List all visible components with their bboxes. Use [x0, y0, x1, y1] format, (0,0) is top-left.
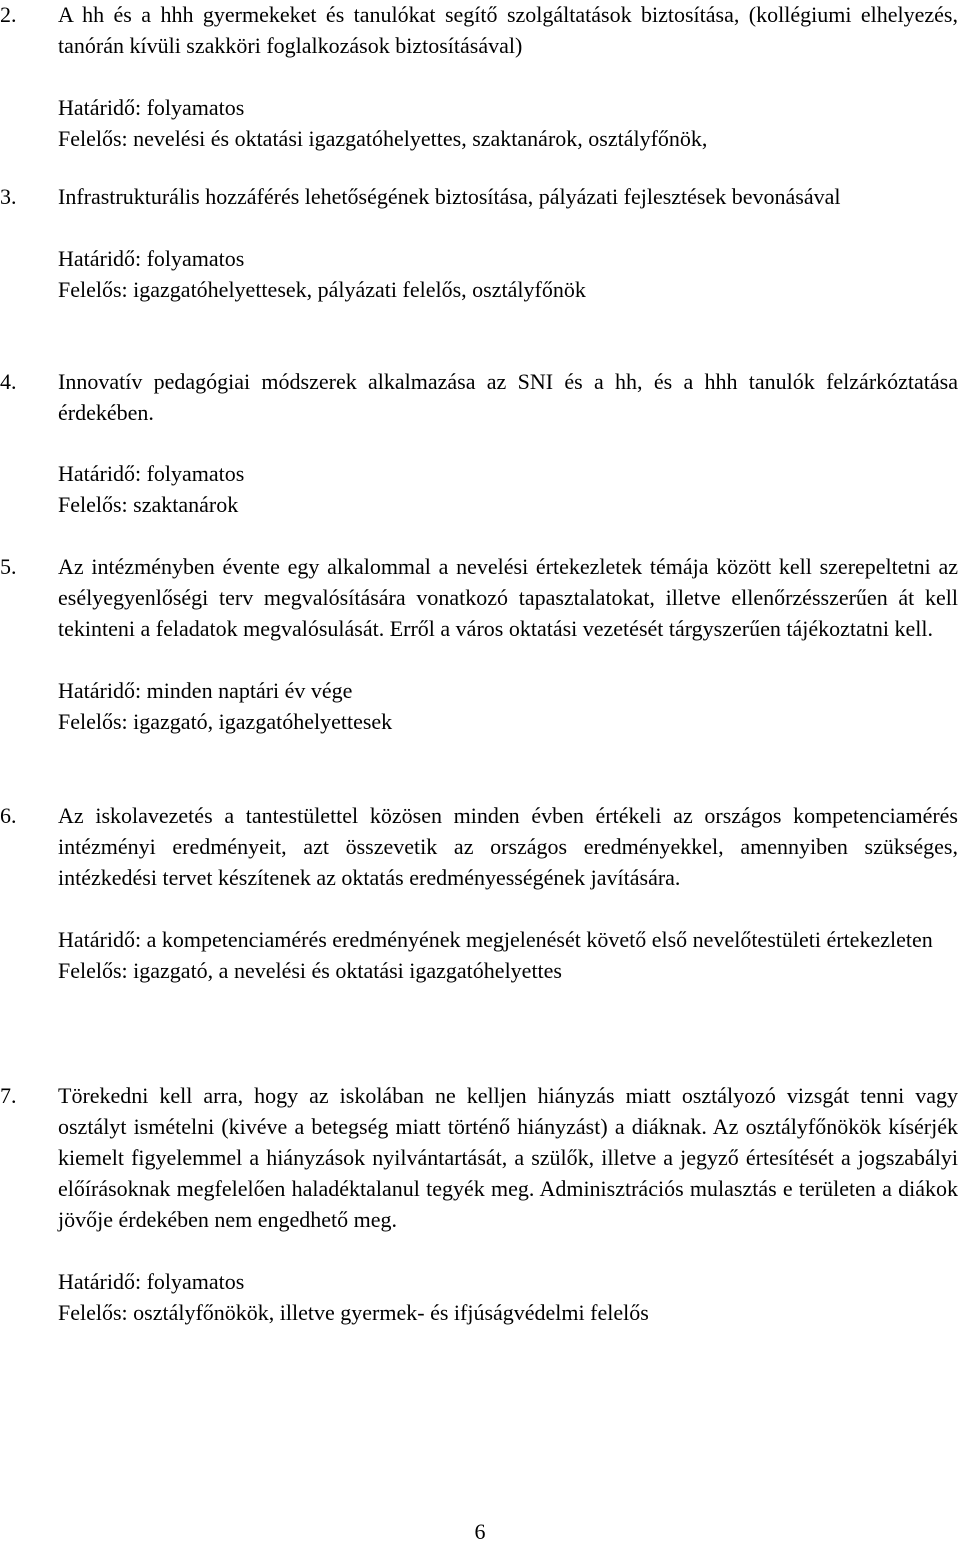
list-item: [0, 1080, 958, 1328]
item-number: 7.: [0, 1083, 17, 1108]
item-number: 4.: [0, 369, 17, 394]
list-item: [0, 0, 958, 154]
item-text: Az iskolavezetés a tantestülettel közösen minden évben értékeli az országos kompetenciamérés intézményi eredményeit, azt összevetik az országos eredményekkel, amennyiben szükséges, intézkedési tervet készítenek az oktatás eredményességének javítására.: [58, 803, 958, 890]
list-item: [0, 181, 958, 305]
list-item: [0, 551, 958, 737]
responsible-line: Felelős: igazgató, igazgatóhelyettesek: [58, 709, 393, 734]
list-item: [0, 800, 958, 986]
deadline-line: Határidő: folyamatos: [58, 461, 245, 486]
deadline-line: Határidő: a kompetenciamérés eredményének megjelenését követő első nevelőtestületi értekezleten: [58, 927, 933, 952]
item-number: 2.: [0, 2, 17, 27]
item-text: A hh és a hhh gyermekeket és tanulókat segítő szolgáltatások biztosítása, (kollégiumi elhelyezés, tanórán kívüli szakköri foglalkozások biztosításával): [58, 2, 958, 58]
item-number: 3.: [0, 184, 17, 209]
deadline-line: Határidő: folyamatos: [58, 95, 245, 120]
item-text: Infrastrukturális hozzáférés lehetőségének biztosítása, pályázati fejlesztések bevonásával: [58, 184, 841, 209]
responsible-line: Felelős: nevelési és oktatási igazgatóhelyettes, szaktanárok, osztályfőnök,: [58, 126, 708, 151]
responsible-line: Felelős: igazgató, a nevelési és oktatási igazgatóhelyettes: [58, 958, 562, 983]
responsible-line: Felelős: szaktanárok: [58, 492, 239, 517]
item-text: Törekedni kell arra, hogy az iskolában ne kelljen hiányzás miatt osztályozó vizsgát tenni vagy osztályt ismételni (kivéve a betegség miatt történő hiányzást) a diáknak. Az osztályfőnökök kísérjék kiemelt figyelemmel a hiányzások nyilvántartását, a szülők, illetve a jegyző értesítését a jogszabályi előírásoknak megfelelően haladéktalanul tegyék meg. Adminisztrációs mulasztás e területen a diákok jövője érdekében nem engedhető meg.: [58, 1083, 958, 1232]
responsible-line: Felelős: osztályfőnökök, illetve gyermek- és ifjúságvédelmi felelős: [58, 1300, 649, 1325]
item-text: Az intézményben évente egy alkalommal a nevelési értekezletek témája között kell szerepeltetni az esélyegyenlőségi terv megvalósítására vonatkozó tapasztalatokat, illetve ellenőrzésszerűen át kell tekinteni a feladatok megvalósulását. Erről a város oktatási vezetését tárgyszerűen tájékoztatni kell.: [58, 554, 958, 641]
responsible-line: Felelős: igazgatóhelyettesek, pályázati felelős, osztályfőnök: [58, 277, 586, 302]
deadline-line: Határidő: folyamatos: [58, 1269, 245, 1294]
list-item: [0, 366, 958, 520]
deadline-line: Határidő: folyamatos: [58, 246, 245, 271]
item-number: 5.: [0, 554, 17, 579]
page-number: 6: [474, 1519, 486, 1544]
item-number: 6.: [0, 803, 17, 828]
deadline-line: Határidő: minden naptári év vége: [58, 678, 353, 703]
item-text: Innovatív pedagógiai módszerek alkalmazása az SNI és a hh, és a hhh tanulók felzárkóztatása érdekében.: [58, 369, 958, 425]
